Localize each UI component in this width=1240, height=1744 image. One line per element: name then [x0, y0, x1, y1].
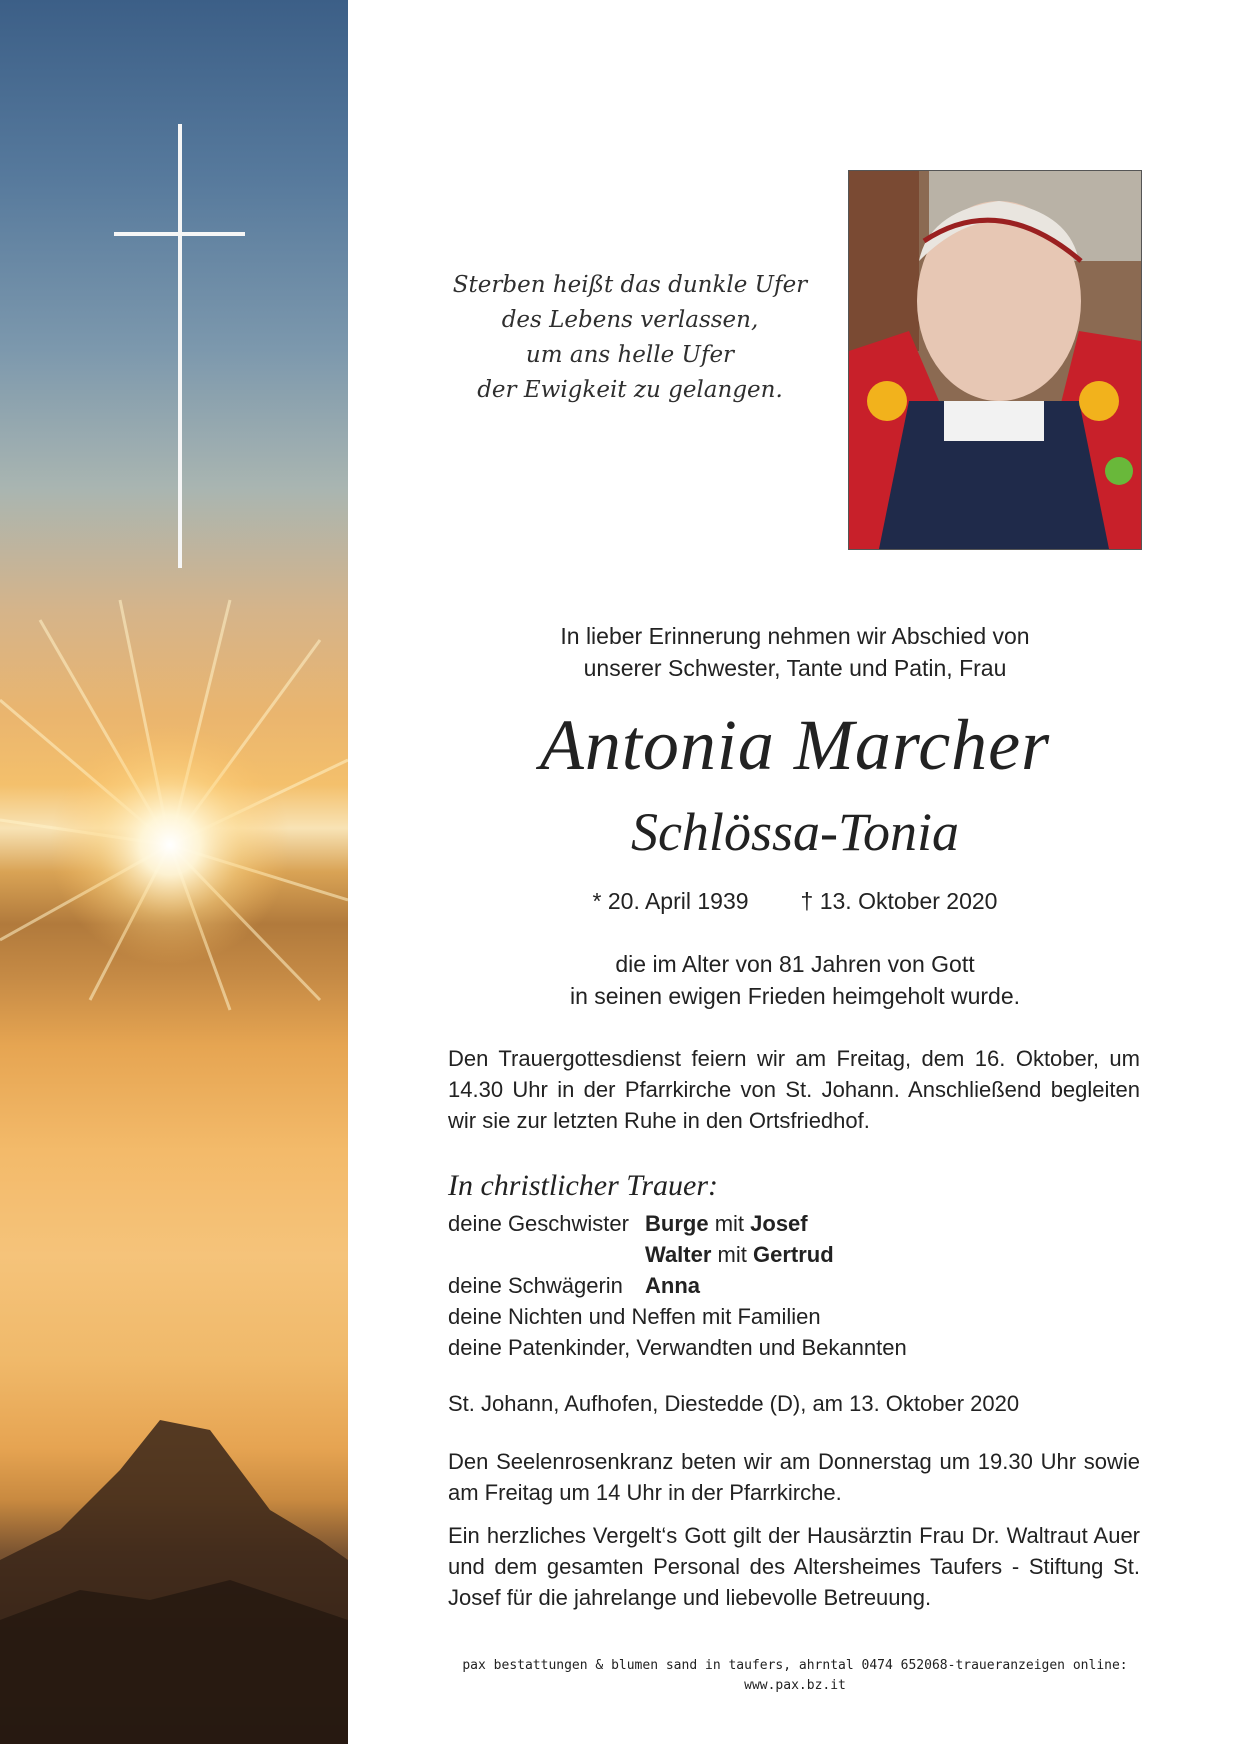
thanks-text: Ein herzliches Vergelt‘s Gott gilt der Hausärztin Frau Dr. Waltraut Auer und dem gesamten Personal des Altersheimes Taufers - Stiftung St. Josef für die jahrelange und liebevolle Betreuung.: [448, 1523, 1140, 1610]
mourning-title: In christlicher Trauer:: [448, 1169, 718, 1202]
quote-line: des Lebens verlassen,: [501, 307, 759, 333]
mourners-list: [448, 1208, 1148, 1363]
sunrise-image: [0, 0, 348, 1744]
mourner-conj: mit: [714, 1211, 745, 1236]
footer-credit: pax bestattungen & blumen sand in taufers, ahrntal 0474 652068-traueranzeigen online: www.pax.bz.it: [462, 1658, 1128, 1693]
memorial-quote: [430, 268, 830, 408]
birth-date: * 20. April 1939: [592, 888, 749, 914]
deceased-name: Antonia Marcher: [539, 705, 1051, 785]
mourner-name: Gertrud: [753, 1242, 834, 1267]
cross-icon: [178, 124, 182, 568]
age-line: in seinen ewigen Frieden heimgeholt wurde.: [569, 983, 1021, 1009]
mourner-row: deine Patenkinder, Verwandten und Bekannten: [448, 1335, 907, 1360]
mourner-name: Anna: [645, 1273, 700, 1298]
relation-label: deine Schwägerin: [448, 1273, 623, 1298]
rosary-text: Den Seelenrosenkranz beten wir am Donnerstag um 19.30 Uhr sowie am Freitag um 14 Uhr in der Pfarrkirche.: [448, 1449, 1140, 1505]
death-date: † 13. Oktober 2020: [800, 888, 998, 914]
intro-line: unserer Schwester, Tante und Patin, Frau: [583, 655, 1007, 681]
cross-icon-bar: [114, 232, 245, 236]
portrait-photo: [848, 170, 1142, 550]
mourner-row: deine Nichten und Neffen mit Familien: [448, 1304, 821, 1329]
quote-line: der Ewigkeit zu gelangen.: [477, 377, 783, 403]
funeral-service-text: Den Trauergottesdienst feiern wir am Freitag, dem 16. Oktober, um 14.30 Uhr in der Pfarrkirche von St. Johann. Anschließend begleiten wir sie zur letzten Ruhe in den Ortsfriedhof.: [448, 1046, 1140, 1133]
intro-line: In lieber Erinnerung nehmen wir Abschied von: [560, 623, 1030, 649]
mourner-conj: mit: [717, 1242, 747, 1267]
quote-line: um ans helle Ufer: [525, 342, 735, 368]
intro-text: [450, 620, 1140, 684]
sunrise-cross-panel: [0, 0, 348, 1744]
life-dates: [450, 884, 1140, 918]
mourner-name: Burge: [645, 1211, 709, 1236]
age-text: [450, 948, 1140, 1012]
deceased-nickname: Schlössa-Tonia: [630, 802, 960, 862]
mourner-name: Walter: [645, 1242, 712, 1267]
mourner-row: [448, 1208, 1148, 1239]
quote-line: Sterben heißt das dunkle Ufer: [452, 272, 808, 298]
mourner-name: Josef: [750, 1211, 808, 1236]
relation-label: deine Geschwister: [448, 1211, 629, 1236]
age-line: die im Alter von 81 Jahren von Gott: [615, 951, 975, 977]
mourner-row: [448, 1270, 1148, 1301]
place-date-text: St. Johann, Aufhofen, Diestedde (D), am 13. Oktober 2020: [448, 1391, 1020, 1416]
mourner-row: [448, 1239, 1148, 1270]
